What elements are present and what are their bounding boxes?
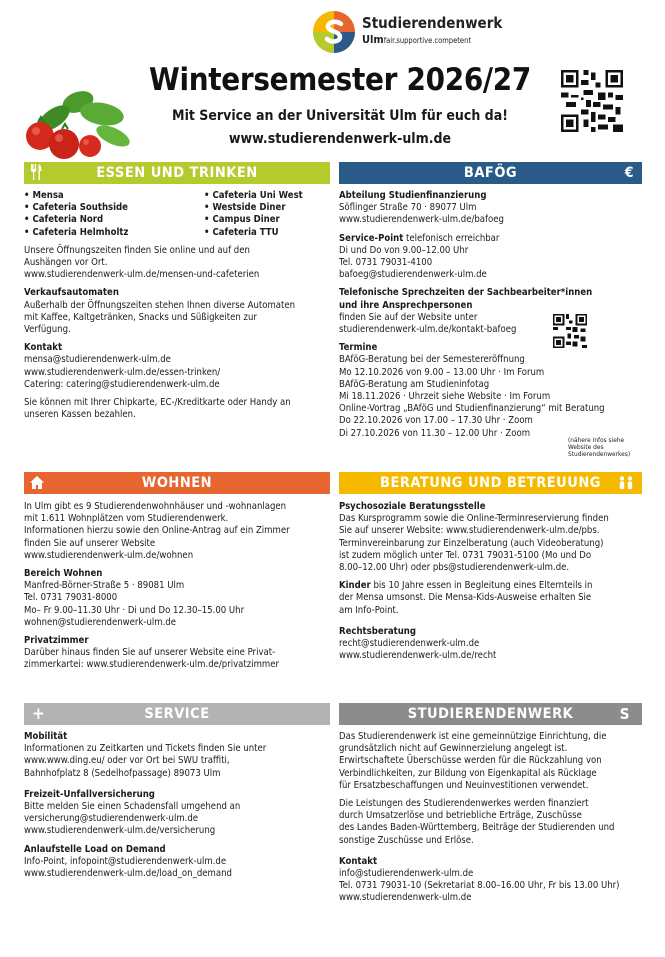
swerk-text: durch Umsatzerlöse und betriebliche Erträge, Zuschüsse xyxy=(339,810,582,822)
essen-catering-link[interactable]: Catering: catering@studierendenwerk-ulm.de xyxy=(24,378,220,390)
bafoeg-sprechzeiten-heading: Telefonische Sprechzeiten der Sachbearbeiter*innen xyxy=(339,287,593,299)
bafoeg-hours: Di und Do von 9.00–12.00 Uhr xyxy=(339,244,469,256)
wohnen-privat-text: zimmerkartei: www.studierendenwerk-ulm.de/privatzimmer xyxy=(24,659,280,671)
plus-icon: + xyxy=(32,704,46,724)
service-mobil-text: www.www.ding.eu/ oder vor Ort bei SWU traffiti, xyxy=(24,755,230,767)
swerk-text: grundsätzlich nicht auf Gewinnerzielung angelegt ist. xyxy=(339,743,568,755)
section-title-service: SERVICE xyxy=(144,706,210,722)
beratung-kids-bold: Kinder xyxy=(339,580,371,592)
bafoeg-note-line: (nähere Infos siehe xyxy=(568,436,625,444)
beratung-kids-text: der Mensa umsonst. Die Mensa-Kids-Ausweise erhalten Sie xyxy=(339,592,592,604)
euro-icon: € xyxy=(624,165,634,181)
service-content xyxy=(24,731,330,880)
essen-payment-text: Sie können mit Ihrer Chipkarte, EC-/Kreditkarte oder Handy an xyxy=(24,397,291,409)
swerk-text: Erwirtschaftete Überschüsse werden für die Rückzahlung von xyxy=(339,755,602,767)
beratung-psy-text: ist zudem möglich unter Tel. 0731 79031-5100 (Mo und Do xyxy=(339,549,592,561)
wohnen-web-link[interactable]: www.studierendenwerk-ulm.de/wohnen xyxy=(24,549,194,561)
swerk-text: sonstige Zuschüsse und Erlöse. xyxy=(339,834,474,846)
swerk-text: Die Leistungen des Studierendenwerkes werden finanziert xyxy=(339,798,589,810)
list-item: • Cafeteria Helmholtz xyxy=(24,226,129,238)
section-header-wohnen xyxy=(24,472,330,494)
swerk-email-link[interactable]: info@studierendenwerk-ulm.de xyxy=(339,868,474,880)
bafoeg-termin: Mi 18.11.2026 · Uhrzeit siehe Website · Im Forum xyxy=(339,391,551,403)
page-title: Wintersemester 2026/27 xyxy=(148,62,532,98)
section-header-bafoeg xyxy=(339,162,642,184)
swerk-text: Verbindlichkeiten, zur Bildung von Eigenkapital als Rücklage xyxy=(339,767,597,779)
beratung-psy-heading: Psychosoziale Beratungsstelle xyxy=(339,501,486,512)
qr-code-icon xyxy=(553,314,587,348)
bafoeg-servicepoint-rest: telefonisch erreichbar xyxy=(403,232,500,244)
wohnen-intro: mit 1.611 Wohnplätzen vom Studierendenwerk. xyxy=(24,513,229,525)
service-unfall-heading: Freizeit-Unfallversicherung xyxy=(24,788,155,800)
studierendenwerk-content xyxy=(339,731,642,905)
beratung-psy-text: 8.00–12.00 Uhr) oder pbs@studierendenwerk-ulm.de. xyxy=(339,562,570,574)
wohnen-hours: Mo– Fr 9.00–11.30 Uhr · Di und Do 12.30–15.00 Uhr xyxy=(24,604,245,616)
list-item: • Westside Diner xyxy=(204,202,286,214)
section-title-essen: ESSEN UND TRINKEN xyxy=(96,165,258,181)
essen-content xyxy=(24,190,330,421)
bafoeg-abteilung-heading: Abteilung Studienfinanzierung xyxy=(339,190,487,201)
wohnen-intro: Informationen hierzu sowie den Online-Antrag auf ein Zimmer xyxy=(24,525,290,537)
wohnen-bereich-heading: Bereich Wohnen xyxy=(24,568,103,580)
logo-city: Ulm xyxy=(362,33,384,46)
bafoeg-content xyxy=(339,190,642,440)
bafoeg-sprechzeiten-text: finden Sie auf der Website unter xyxy=(339,311,478,323)
bafoeg-kontakt-link[interactable]: studierendenwerk-ulm.de/kontakt-bafoeg xyxy=(339,324,517,336)
logo-name: Studierendenwerk xyxy=(362,14,503,32)
bafoeg-address: Söflinger Straße 70 · 89077 Ulm xyxy=(339,202,477,214)
wohnen-address: Manfred-Börner-Straße 5 · 89081 Ulm xyxy=(24,580,185,592)
wohnen-privat-text: Darüber hinaus finden Sie auf unserer Website eine Privat- xyxy=(24,647,276,659)
beratung-kids-text xyxy=(339,580,642,592)
service-load-web-link[interactable]: www.studierendenwerk-ulm.de/load_on_demand xyxy=(24,868,232,880)
essen-kontakt-heading: Kontakt xyxy=(24,342,63,354)
essen-payment-text: unseren Kassen bezahlen. xyxy=(24,409,136,421)
wohnen-phone: Tel. 0731 79031-8000 xyxy=(24,592,118,604)
bafoeg-servicepoint-bold: Service-Point xyxy=(339,232,404,244)
service-unfall-email-link[interactable]: versicherung@studierendenwerk-ulm.de xyxy=(24,813,199,825)
page-website: www.studierendenwerk-ulm.de xyxy=(228,131,452,147)
wohnen-content xyxy=(24,501,330,672)
beratung-kids-rest: bis 10 Jahre essen in Begleitung eines Elternteils in xyxy=(370,580,593,592)
essen-automaten-text: Verfügung. xyxy=(24,324,71,336)
bafoeg-note-line: Studierendenwerkes) xyxy=(568,450,631,458)
swerk-web-link[interactable]: www.studierendenwerk-ulm.de xyxy=(339,892,472,904)
bafoeg-note xyxy=(568,437,642,458)
bafoeg-web-link[interactable]: www.studierendenwerk-ulm.de/bafoeg xyxy=(339,214,504,226)
bafoeg-termin: BAföG-Beratung bei der Semestereröffnung xyxy=(339,354,525,366)
service-mobil-text: Bahnhofplatz 8 (Sedelhofpassage) 89073 Ulm xyxy=(24,767,221,779)
essen-hours-text: Unsere Öffnungszeiten finden Sie online und auf den xyxy=(24,244,250,256)
section-title-wohnen: WOHNEN xyxy=(141,475,213,491)
swerk-phone: Tel. 0731 79031-10 (Sekretariat 8.00–16.00 Uhr, Fr bis 13.00 Uhr) xyxy=(339,880,620,892)
list-item: • Cafeteria TTU xyxy=(204,226,279,238)
list-item: • Cafeteria Uni West xyxy=(204,190,303,201)
bafoeg-termine-heading: Termine xyxy=(339,342,378,354)
bafoeg-termin: Online-Vortrag „BAföG und Studienfinanzierung“ mit Beratung xyxy=(339,403,605,415)
swerk-text: Das Studierendenwerk ist eine gemeinnützige Einrichtung, die xyxy=(339,731,607,742)
qr-code-icon xyxy=(561,70,623,132)
swerk-text: des Landes Baden-Württemberg, Beiträge der Studierenden und xyxy=(339,822,615,834)
swerk-text: für Ersatzbeschaffungen und Neuinvestitionen verwendet. xyxy=(339,779,589,791)
bafoeg-termin: Di 27.10.2026 von 11.30 – 12.00 Uhr · Zoom xyxy=(339,427,531,439)
logo-tagline: fair.supportive.competent xyxy=(383,36,471,45)
wohnen-intro: In Ulm gibt es 9 Studierendenwohnhäuser und -wohnanlagen xyxy=(24,501,287,512)
logo-subline xyxy=(362,33,471,46)
beratung-recht-web-link[interactable]: www.studierendenwerk-ulm.de/recht xyxy=(339,650,497,662)
page-subtitle: Mit Service an der Universität Ulm für euch da! xyxy=(172,108,508,124)
essen-email-link[interactable]: mensa@studierendenwerk-ulm.de xyxy=(24,354,171,366)
wohnen-privat-heading: Privatzimmer xyxy=(24,635,89,647)
people-icon xyxy=(618,472,634,494)
section-header-beratung xyxy=(339,472,642,494)
service-mobil-text: Informationen zu Zeitkarten und Tickets finden Sie unter xyxy=(24,743,267,755)
section-title-studierendenwerk: STUDIERENDENWERK xyxy=(407,706,574,722)
section-title-bafoeg: BAFÖG xyxy=(463,165,518,181)
bafoeg-termin: BAföG-Beratung am Studieninfotag xyxy=(339,378,490,390)
bafoeg-note-line: Website des xyxy=(568,443,604,451)
section-title-beratung: BERATUNG UND BETREUUNG xyxy=(380,475,601,491)
service-unfall-web-link[interactable]: www.studierendenwerk-ulm.de/versicherung xyxy=(24,825,216,837)
list-item: • Cafeteria Nord xyxy=(24,214,104,226)
list-item: • Cafeteria Southside xyxy=(24,202,128,214)
essen-automaten-text: mit Kaffee, Kaltgetränken, Snacks und Süßigkeiten zur xyxy=(24,311,257,323)
section-header-essen xyxy=(24,162,330,184)
beratung-content xyxy=(339,501,642,662)
bafoeg-servicepoint-heading xyxy=(339,233,642,245)
service-load-heading: Anlaufstelle Load on Demand xyxy=(24,843,166,855)
swerk-kontakt-heading: Kontakt xyxy=(339,855,378,867)
house-icon xyxy=(30,472,44,494)
service-unfall-text: Bitte melden Sie einen Schadensfall umgehend an xyxy=(24,801,241,813)
essen-hours-link[interactable]: www.studierendenwerk-ulm.de/mensen-und-cafeterien xyxy=(24,269,260,281)
essen-web-link[interactable]: www.studierendenwerk-ulm.de/essen-trinken/ xyxy=(24,366,221,378)
beratung-recht-email-link[interactable]: recht@studierendenwerk-ulm.de xyxy=(339,638,480,650)
beratung-kids-text: am Info-Point. xyxy=(339,604,399,616)
section-header-studierendenwerk xyxy=(339,703,642,725)
essen-automaten-text: Außerhalb der Öffnungszeiten stehen Ihnen diverse Automaten xyxy=(24,299,296,311)
bafoeg-email-link[interactable]: bafoeg@studierendenwerk-ulm.de xyxy=(339,269,487,281)
fork-knife-icon xyxy=(30,162,42,184)
beratung-psy-text: Terminvereinbarung zur Einzelberatung (auch Videoberatung) xyxy=(339,537,604,549)
studierendenwerk-logo-mark xyxy=(312,10,356,54)
section-header-service xyxy=(24,703,330,725)
beratung-psy-text: Das Kursprogramm sowie die Online-Terminreservierung finden xyxy=(339,513,609,525)
bafoeg-sprechzeiten-heading: und ihre Ansprechpersonen xyxy=(339,299,473,311)
tomato-basil-image xyxy=(18,80,138,165)
service-mobil-heading: Mobilität xyxy=(24,731,68,742)
bafoeg-phone: Tel. 0731 79031-4100 xyxy=(339,257,433,269)
service-load-email-link[interactable]: Info-Point, infopoint@studierendenwerk-ulm.de xyxy=(24,855,227,867)
bafoeg-termin: Do 22.10.2026 von 17.00 – 17.30 Uhr · Zoom xyxy=(339,415,533,427)
bafoeg-termin: Mo 12.10.2026 von 9.00 – 13.00 Uhr · Im Forum xyxy=(339,366,545,378)
studierendenwerk-s-icon: S xyxy=(619,705,630,723)
wohnen-intro: finden Sie auf unserer Website xyxy=(24,537,156,549)
wohnen-email-link[interactable]: wohnen@studierendenwerk-ulm.de xyxy=(24,616,176,628)
beratung-psy-text: Sie auf unserer Website: www.studierendenwerk-ulm.de/pbs. xyxy=(339,525,600,537)
essen-automaten-heading: Verkaufsautomaten xyxy=(24,287,119,299)
list-item: • Campus Diner xyxy=(204,214,280,226)
beratung-recht-heading: Rechtsberatung xyxy=(339,625,416,637)
list-item: • Mensa xyxy=(24,190,64,201)
essen-hours-text: Aushängen vor Ort. xyxy=(24,257,108,269)
